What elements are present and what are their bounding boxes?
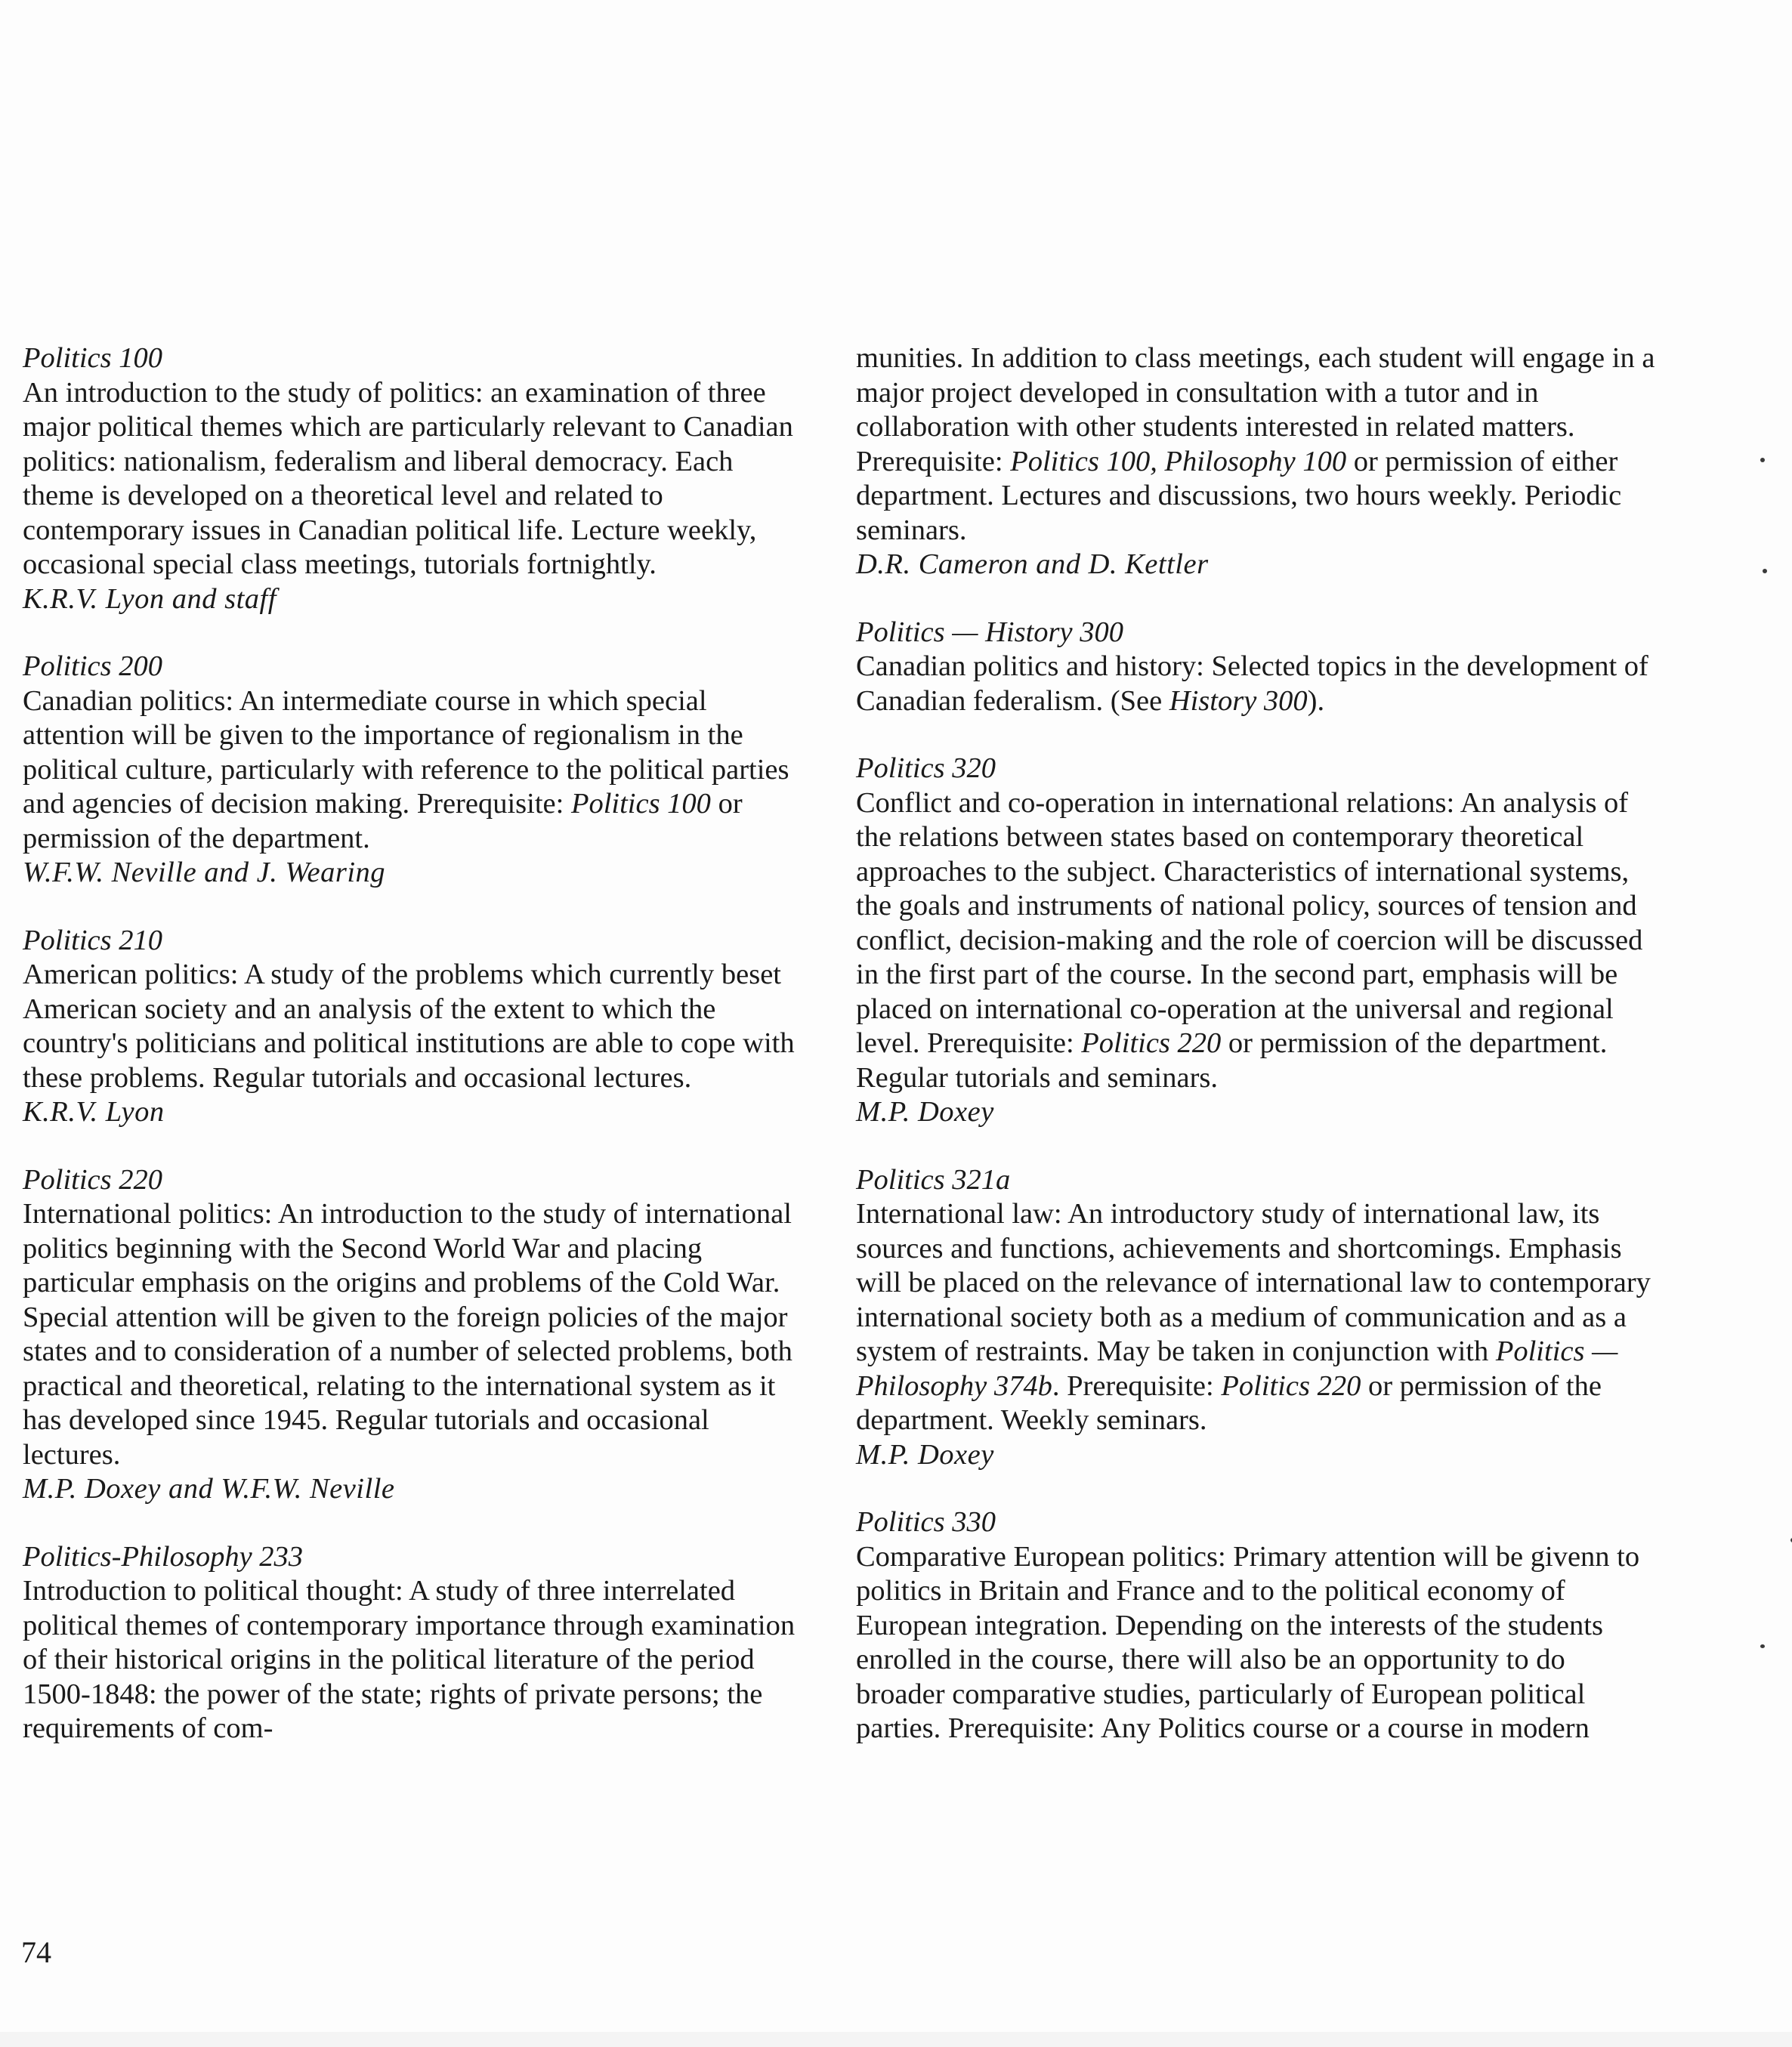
description-text: International politics: An introduction to the study of international politics beginning with the Second World War and placing particular emphasis on the origins and problems of the Cold War. Special attention will be given to the foreign policies of the major states and to consideration of a number of selected problems, both practical and theoretical, relating to the international system as it has developed since 1945. Regular tutorials and occasional lectures. xyxy=(23,1198,792,1471)
course-entry xyxy=(23,650,801,891)
course-instructors: D.R. Cameron and D. Kettler xyxy=(856,548,1209,580)
course-reference: Politics 220 xyxy=(1221,1369,1361,1402)
description-text: or permission of the department. Regular tutorials and seminars. xyxy=(856,1027,1608,1094)
course-entry xyxy=(23,1540,801,1746)
course-description xyxy=(856,650,1657,718)
description-text: Introduction to political thought: A study of three interrelated political themes of contemporary importance through examination of their historical origins in the political literature of the period 1500-1848: the power of the state; rights of private persons; the requirements of com- xyxy=(23,1575,796,1744)
course-reference: History 300 xyxy=(1169,684,1308,717)
course-description xyxy=(856,341,1657,548)
course-entry xyxy=(23,1163,801,1507)
course-entry xyxy=(23,341,801,616)
description-text: munities. In addition to class meetings, each student will engage in a major project developed in consultation with a tutor and in collaboration with other students interested in related matters. Prerequisite: xyxy=(856,342,1655,477)
course-description xyxy=(856,786,1657,1096)
description-text: Canadian politics and history: Selected topics in the development of Canadian federalism. (See xyxy=(856,650,1648,717)
course-entry xyxy=(23,924,801,1130)
course-reference: Politics 100 xyxy=(570,788,711,820)
course-description xyxy=(23,684,801,857)
course-description xyxy=(856,1197,1657,1438)
page-bottom-edge xyxy=(0,2032,1792,2047)
description-text: An introduction to the study of politics: an examination of three major political themes which are particularly relevant to Canadian politics: nationalism, federalism and liberal democracy. Each theme is developed on a theoretical level and related to contemporary issues in Canadian political life. Lecture weekly, occasional special class meetings, tutorials fortnightly. xyxy=(23,376,793,580)
scan-speck xyxy=(1763,569,1767,573)
course-instructors: M.P. Doxey xyxy=(856,1096,994,1128)
course-title: Politics 220 xyxy=(23,1163,162,1196)
description-text: or permission of the department. xyxy=(23,788,743,854)
course-title: Politics — History 300 xyxy=(856,616,1123,648)
description-text: Canadian politics: An intermediate course in which special attention will be given to the importance of regionalism in the political culture, particularly with reference to the political parties and agencies of decision making. Prerequisite: xyxy=(23,684,789,820)
course-reference: Politics 100, Philosophy 100 xyxy=(1010,445,1347,477)
course-title: Politics 330 xyxy=(856,1506,996,1538)
page-number: 74 xyxy=(21,1935,51,1969)
course-entry xyxy=(856,1163,1657,1473)
course-description xyxy=(23,958,801,1095)
course-description xyxy=(23,376,801,582)
course-entry xyxy=(856,752,1657,1130)
course-title: Politics 210 xyxy=(23,924,162,956)
description-text: or permission of either department. Lectures and discussions, two hours weekly. Periodic seminars. xyxy=(856,445,1622,546)
description-text: ). xyxy=(1307,684,1325,717)
right-column xyxy=(856,341,1657,1746)
description-text: American politics: A study of the problems which currently beset American society and an analysis of the extent to which the country's politicians and political institutions are able to cope with these problems. Regular tutorials and occasional lectures. xyxy=(23,959,795,1094)
left-column xyxy=(23,341,801,1746)
course-entry xyxy=(856,1505,1657,1746)
course-instructors: K.R.V. Lyon xyxy=(23,1096,165,1128)
course-title: Politics 320 xyxy=(856,752,996,784)
course-description xyxy=(23,1197,801,1472)
scan-speck xyxy=(1760,1644,1765,1648)
description-text: Conflict and co-operation in international relations: An analysis of the relations between states based on contemporary theoretical approaches to the subject. Characteristics of international systems, the goals and instruments of national policy, sources of tension and conflict, decision-making and the role of coercion will be discussed in the first part of the course. In the second part, emphasis will be placed on international co-operation at the universal and regional level. Prerequisite: xyxy=(856,786,1643,1059)
course-instructors: M.P. Doxey xyxy=(856,1438,994,1471)
course-title: Politics 321a xyxy=(856,1163,1011,1196)
course-reference: Politics 220 xyxy=(1081,1027,1222,1059)
description-text: Comparative European politics: Primary attention will be givenn to politics in Britain and France and to the political economy of European integration. Depending on the interests of the students enrolled in the course, there will also be an opportunity to do broader comparative studies, particularly of European political parties. Prerequisite: Any Politics course or a course in modern xyxy=(856,1540,1640,1744)
course-instructors: K.R.V. Lyon and staff xyxy=(23,582,277,615)
course-description xyxy=(23,1574,801,1746)
course-instructors: M.P. Doxey and W.F.W. Neville xyxy=(23,1473,395,1505)
course-title: Politics 200 xyxy=(23,650,162,682)
description-text: or permission of the department. Weekly seminars. xyxy=(856,1369,1602,1436)
scan-speck xyxy=(1760,458,1765,462)
course-title: Politics-Philosophy 233 xyxy=(23,1540,304,1573)
course-description xyxy=(856,1540,1657,1746)
course-instructors: W.F.W. Neville and J. Wearing xyxy=(23,857,386,888)
course-title: Politics 100 xyxy=(23,342,162,374)
course-entry xyxy=(856,341,1657,582)
description-text: International law: An introductory study of international law, its sources and functions, achievements and shortcomings. Emphasis will be placed on the relevance of international law to contemporary international society both as a medium of communication and as a system of restraints. May be taken in conjunction with xyxy=(856,1198,1651,1367)
description-text: . Prerequisite: xyxy=(1052,1369,1222,1402)
course-reference: Politics — Philosophy 374b xyxy=(856,1335,1618,1402)
course-entry xyxy=(856,616,1657,719)
